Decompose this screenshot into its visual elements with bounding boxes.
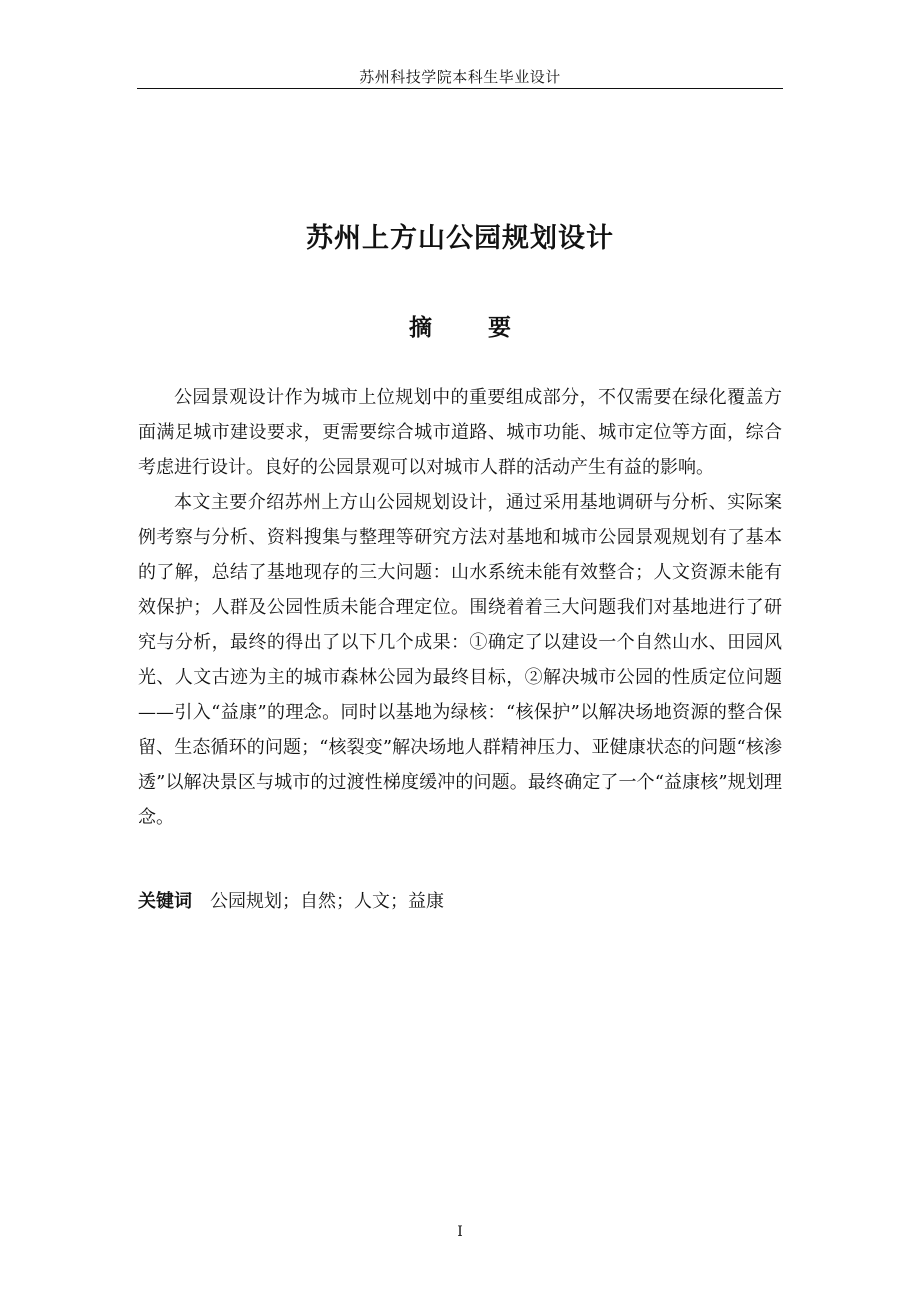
document-title: 苏州上方山公园规划设计 xyxy=(306,223,614,254)
abstract-heading: 摘 要 xyxy=(408,315,535,341)
header-rule xyxy=(137,88,783,89)
abstract-paragraph-1: 公园景观设计作为城市上位规划中的重要组成部分，不仅需要在绿化覆盖方面满足城市建设要求，更需要综合城市道路、城市功能、城市定位等方面，综合考虑进行设计。良好的公园景观可以对城市人群的活动产生有益的影响。 xyxy=(138,387,782,478)
abstract-paragraph-2: 本文主要介绍苏州上方山公园规划设计，通过采用基地调研与分析、实际案例考察与分析、资料搜集与整理等研究方法对基地和城市公园景观规划有了基本的了解，总结了基地现存的三大问题：山水系统未能有效整合；人文资源未能有效保护；人群及公园性质未能合理定位。围绕着着三大问题我们对基地进行了研究与分析，最终的得出了以下几个成果：①确定了以建设一个自然山水、田园风光、人文古迹为主的城市森林公园为最终目标，②解决城市公园的性质定位问题——引入“益康”的理念。同时以基地为绿核：“核保护”以解决场地资源的整合保留、生态循环的问题；“核裂变”解决场地人群精神压力、亚健康状态的问题“核渗透”以解决景区与城市的过渡性梯度缓冲的问题。最终确定了一个“益康核”规划理念。 xyxy=(138,492,782,828)
keywords-line xyxy=(138,888,782,916)
page-header: 苏州科技学院本科生毕业设计 xyxy=(359,68,561,86)
abstract-body xyxy=(138,380,782,835)
keywords-label: 关键词 xyxy=(138,891,192,912)
page-number: I xyxy=(457,1224,463,1240)
keywords-value: 公园规划；自然；人文；益康 xyxy=(210,891,444,912)
